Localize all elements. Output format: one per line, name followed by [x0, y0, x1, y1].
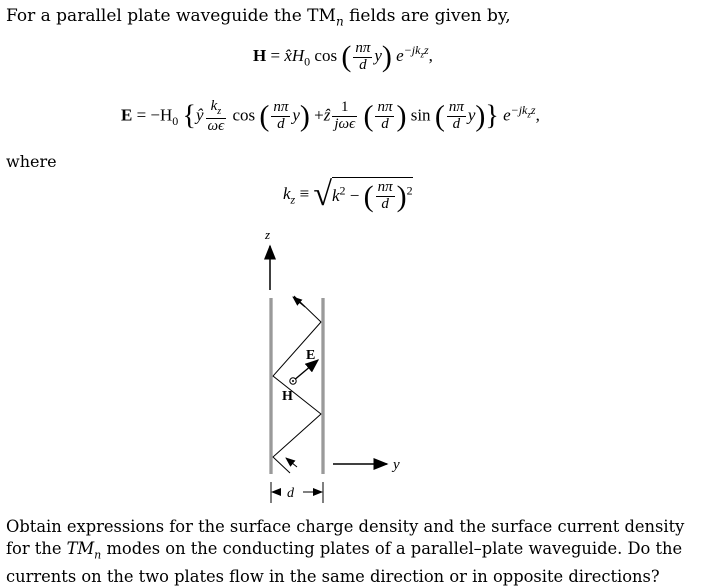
- ray-arrow-top: [293, 297, 305, 307]
- z-axis-label: z: [265, 227, 271, 242]
- right-paren: ): [396, 179, 407, 213]
- k: k: [283, 183, 291, 203]
- tm-subscript: n: [94, 548, 102, 562]
- right-paren: ): [396, 99, 407, 133]
- fraction-numerator: nπ: [355, 39, 371, 56]
- fraction-numerator: nπ: [377, 99, 393, 116]
- x-hat-h: x̂H: [284, 45, 305, 65]
- sin-function: sin: [410, 105, 431, 125]
- fraction-numerator: nπ: [448, 99, 464, 116]
- h-field-label: H: [282, 389, 293, 404]
- fraction-denominator: d: [381, 116, 389, 133]
- fraction-numerator: nπ: [273, 99, 289, 116]
- intro-suffix: fields are given by,: [349, 6, 511, 26]
- fraction-denominator: d: [452, 116, 461, 133]
- cos-function: cos: [314, 45, 338, 65]
- exponential-e: e: [503, 105, 511, 125]
- y-hat: ŷ: [196, 105, 204, 125]
- exponent: −jk: [510, 102, 528, 117]
- z-hat: ẑ: [323, 105, 331, 125]
- question-text: [6, 516, 710, 588]
- variable-y: y: [292, 105, 300, 125]
- one: 1: [332, 100, 357, 117]
- left-paren: (: [363, 179, 374, 213]
- fraction-denominator: d: [381, 196, 389, 212]
- left-paren: (: [434, 99, 445, 133]
- exponent: −jk: [403, 43, 421, 58]
- right-paren: ): [381, 40, 392, 73]
- equals-minus-h: = −H: [136, 105, 173, 125]
- exponent-subscript: z: [420, 49, 424, 60]
- y-axis-label: y: [393, 457, 400, 473]
- kz-subscript: z: [217, 106, 222, 117]
- intro-subscript: n: [335, 14, 344, 29]
- exponent-z: z: [530, 102, 536, 117]
- right-brace: }: [485, 100, 499, 132]
- k2-exponent: 2: [339, 182, 346, 197]
- right-paren: ): [475, 99, 486, 133]
- comma: ,: [428, 45, 433, 65]
- e-vector: E: [121, 105, 133, 125]
- fraction-numerator: nπ: [377, 179, 393, 196]
- e-field-label: E: [306, 348, 316, 363]
- left-brace: {: [182, 100, 196, 132]
- ray-arrow-bottom: [286, 458, 297, 467]
- sqrt-sign: √: [313, 176, 332, 213]
- where-label: where: [6, 152, 57, 171]
- equals-sign: =: [270, 45, 281, 65]
- square-exponent: 2: [406, 182, 413, 197]
- d-label: d: [287, 486, 294, 501]
- kz: k: [210, 98, 218, 114]
- j-omega-epsilon: jωϵ: [334, 116, 356, 133]
- exponent-z: z: [423, 43, 429, 58]
- equiv-sign: ≡: [299, 183, 310, 203]
- minus-sign: −: [349, 185, 360, 205]
- left-paren: (: [341, 40, 352, 73]
- fraction-denominator: d: [359, 56, 367, 73]
- fraction-denominator: d: [277, 116, 285, 133]
- omega-epsilon: ωϵ: [207, 117, 225, 134]
- kz-subscript: z: [290, 192, 296, 207]
- exponent-subscript: z: [527, 109, 531, 120]
- variable-y: y: [467, 105, 476, 125]
- h-vector: H: [253, 45, 267, 65]
- question-line1: Obtain expressions for the surface charge density and the surface current density for the: [6, 517, 685, 558]
- k2: k: [331, 185, 340, 205]
- e-field-arrow: [293, 360, 318, 381]
- left-paren: (: [363, 99, 374, 133]
- right-paren: ): [299, 99, 310, 133]
- left-paren: (: [259, 99, 270, 133]
- intro-text: For a parallel plate waveguide the TM: [6, 6, 336, 26]
- h0-subscript: 0: [304, 54, 311, 69]
- variable-y: y: [374, 45, 382, 65]
- comma: ,: [535, 105, 540, 125]
- h0-subscript: 0: [172, 113, 179, 128]
- tm-mode: TM: [66, 539, 95, 558]
- exponential-e: e: [396, 45, 404, 65]
- cos-function: cos: [232, 105, 256, 125]
- plus-sign: +: [314, 105, 324, 125]
- question-line2: modes on the conducting plates of a parallel–plate waveguide. Do the currents on the two plates flow in the same direction or in opposite directions?: [6, 539, 683, 587]
- ray-zigzag: [273, 296, 321, 473]
